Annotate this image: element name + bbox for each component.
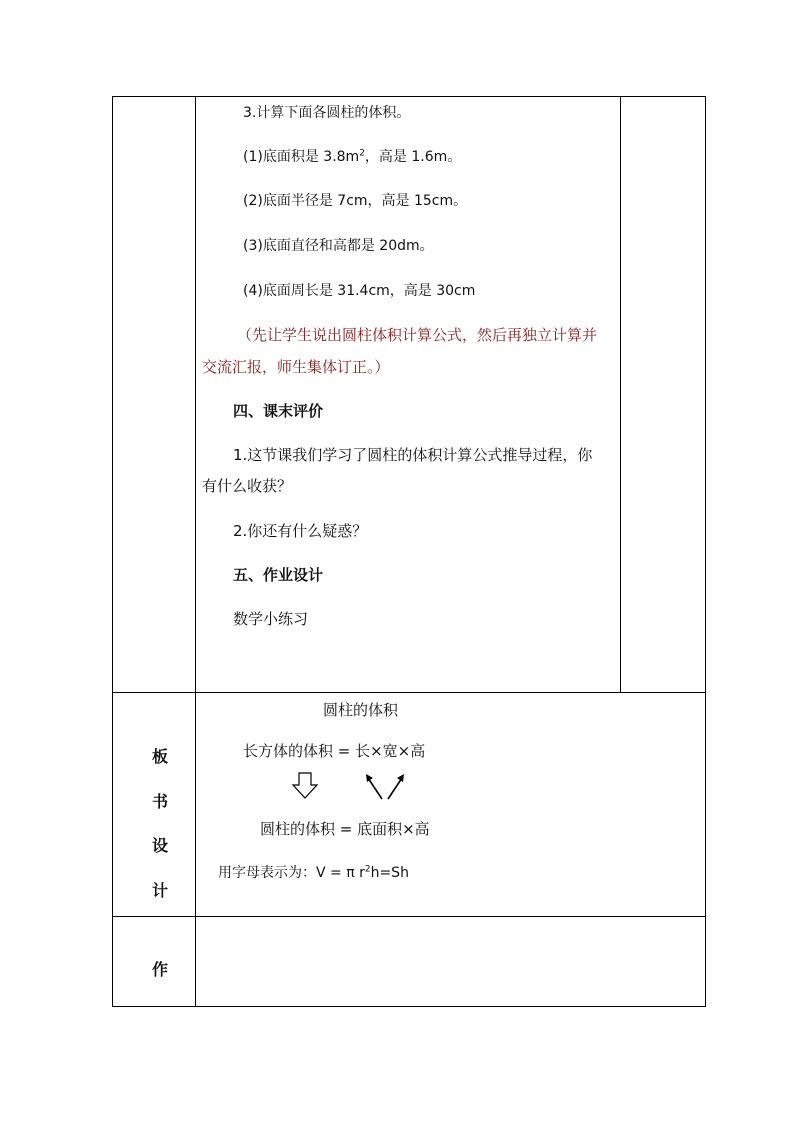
homework-row-label: 作 xyxy=(152,960,169,979)
evaluation-2: 2.你还有什么疑惑？ xyxy=(233,522,368,540)
evaluation-1-line-2: 有什么收获？ xyxy=(202,477,293,495)
formula-cylinder-volume: 圆柱的体积 = 底面积×高 xyxy=(260,820,430,838)
lesson-table xyxy=(112,96,706,1007)
q3-item-1: (1)底面积是 $3.8m^2$，高是 1.6m。 xyxy=(243,148,462,165)
board-label-char-1: 板 xyxy=(152,747,169,766)
column-divider-1 xyxy=(195,96,196,1007)
board-label-char-2: 书 xyxy=(152,792,169,811)
formula-letter-form: 用字母表示为：V = π $r^2h=Sh$ xyxy=(218,864,409,881)
table-right-border xyxy=(705,96,706,1007)
row-divider-2 xyxy=(112,916,706,917)
hollow-down-arrow-icon xyxy=(290,772,320,800)
section-5-title: 五、作业设计 xyxy=(233,566,324,584)
q3-item-2: (2)底面半径是 7cm，高是 15cm。 xyxy=(243,193,468,209)
board-label-char-4: 计 xyxy=(152,881,169,900)
table-left-border xyxy=(112,96,113,1007)
column-divider-2 xyxy=(620,96,621,693)
q3-item-4: (4)底面周长是 31.4cm，高是 30cm xyxy=(243,283,476,299)
diverging-arrows-icon xyxy=(363,772,407,802)
q3-title: 3.计算下面各圆柱的体积。 xyxy=(243,105,411,121)
homework-text: 数学小练习 xyxy=(233,610,309,628)
table-top-border xyxy=(112,96,706,97)
teaching-note-line-1: （先让学生说出圆柱体积计算公式，然后再独立计算并 xyxy=(237,326,598,344)
evaluation-1-line-1: 1.这节课我们学习了圆柱的体积计算公式推导过程，你 xyxy=(233,446,593,464)
section-4-title: 四、课末评价 xyxy=(233,402,324,420)
row-divider-1 xyxy=(112,692,706,693)
board-label-char-3: 设 xyxy=(152,836,169,855)
q3-item-3: (3)底面直径和高都是 20dm。 xyxy=(243,238,434,254)
teaching-note-line-2: 交流汇报，师生集体订正。） xyxy=(202,358,390,376)
formula-cuboid-volume: 长方体的体积 = 长×宽×高 xyxy=(243,742,426,760)
table-bottom-border xyxy=(112,1006,706,1007)
board-title: 圆柱的体积 xyxy=(323,701,399,719)
